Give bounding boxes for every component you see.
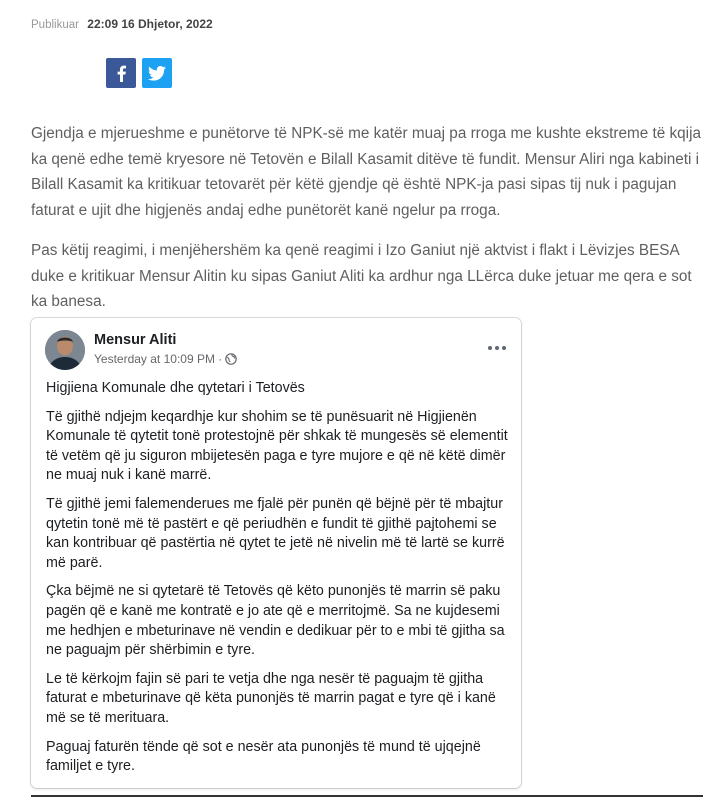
facebook-icon: [115, 64, 127, 82]
post-paragraph: Le të kërkojm fajin së pari te vetja dhe nga nesër të paguajm të gjitha faturat e mbeturinave që këta punonjës të marrin pagat e tyre që i kanë më se të merituara.: [46, 670, 496, 726]
published-date: 22:09 16 Dhjetor, 2022: [87, 17, 213, 31]
article-paragraph: Gjendja e mjerueshme e punëtorve të NPK-së me katër muaj pa rroga me kushte ekstreme të kqija ka qenë edhe temë kryesore në Tetovën e Bilall Kasamit ditëve të fundit. Mensur Aliri nga kabineti i Bilall Kasamit ka kritikuar tetovarët për këtë gjendje që është NPK-ja pasi sipas tij nuk i pagujan faturat e ujit dhe higjenës andaj edhe punëtorët kanë ngelur pa rroga.: [31, 125, 701, 219]
twitter-share-button[interactable]: [142, 58, 172, 88]
globe-icon: [225, 353, 237, 365]
publish-meta: [31, 17, 213, 31]
facebook-post-embed: [31, 318, 521, 788]
dot-icon: [495, 346, 499, 350]
post-author[interactable]: Mensur Aliti: [94, 332, 177, 348]
dot-icon: [488, 346, 492, 350]
published-label: Publikuar: [31, 19, 79, 31]
article-body: [31, 121, 703, 330]
article-paragraph: Pas këtij reagimi, i menjëhershëm ka qenë reagimi i Izo Ganiut një aktvist i flakt i Lëvizjes BESA duke e kritikuar Mensur Alitin ku sipas Ganiut Aliti ka ardhur nga LLërca duke jetuar me qera e sot ka banesa.: [31, 242, 692, 310]
avatar-image: [45, 330, 85, 370]
post-paragraph: Higjiena Komunale dhe qytetari i Tetovës: [46, 380, 305, 396]
post-paragraph: Të gjithë jemi falemenderues me fjalë për punën që bëjnë për të mbajtur qytetin tonë më të pastërt e që periudhën e fundit të gjithë pajtohemi se kan kontribuar që pastërtia në qytet te jetë në nivelin më të lartë se kurrë më parë.: [46, 495, 505, 571]
more-options-button[interactable]: [486, 338, 508, 358]
facebook-share-button[interactable]: [106, 58, 136, 88]
post-body: [46, 379, 508, 786]
dot-icon: [502, 346, 506, 350]
divider: [31, 795, 703, 797]
post-paragraph: Çka bëjmë ne si qytetarë të Tetovës që këto punonjës të marrin së paku pagën që e kanë me kontratë e jo ate që e merritojmë. Sa ne kujdesemi me hedhjen e mbeturinave në vendin e dedikuar për to e mbi të gjitha sa ne paguajm për shërbimin e tyre.: [46, 583, 505, 659]
twitter-icon: [148, 66, 166, 81]
post-time-text[interactable]: Yesterday at 10:09 PM ·: [94, 352, 223, 366]
share-buttons: [106, 58, 172, 88]
post-paragraph: Paguaj faturën tënde që sot e nesër ata punonjës të mund të ujqejnë familjet e tyre.: [46, 738, 481, 775]
post-paragraph: Të gjithë ndjejm keqardhje kur shohim se të punësuarit në Higjienën Komunale të qytetit tonë protestojnë për shkak të mungesës së elementit të vetëm që ju siguron mbijetesën paga e tyre mujore e që në këtë dimër ne muaj nuk i kanë marrë.: [46, 408, 508, 484]
post-time: [94, 352, 237, 366]
avatar[interactable]: [45, 330, 85, 370]
